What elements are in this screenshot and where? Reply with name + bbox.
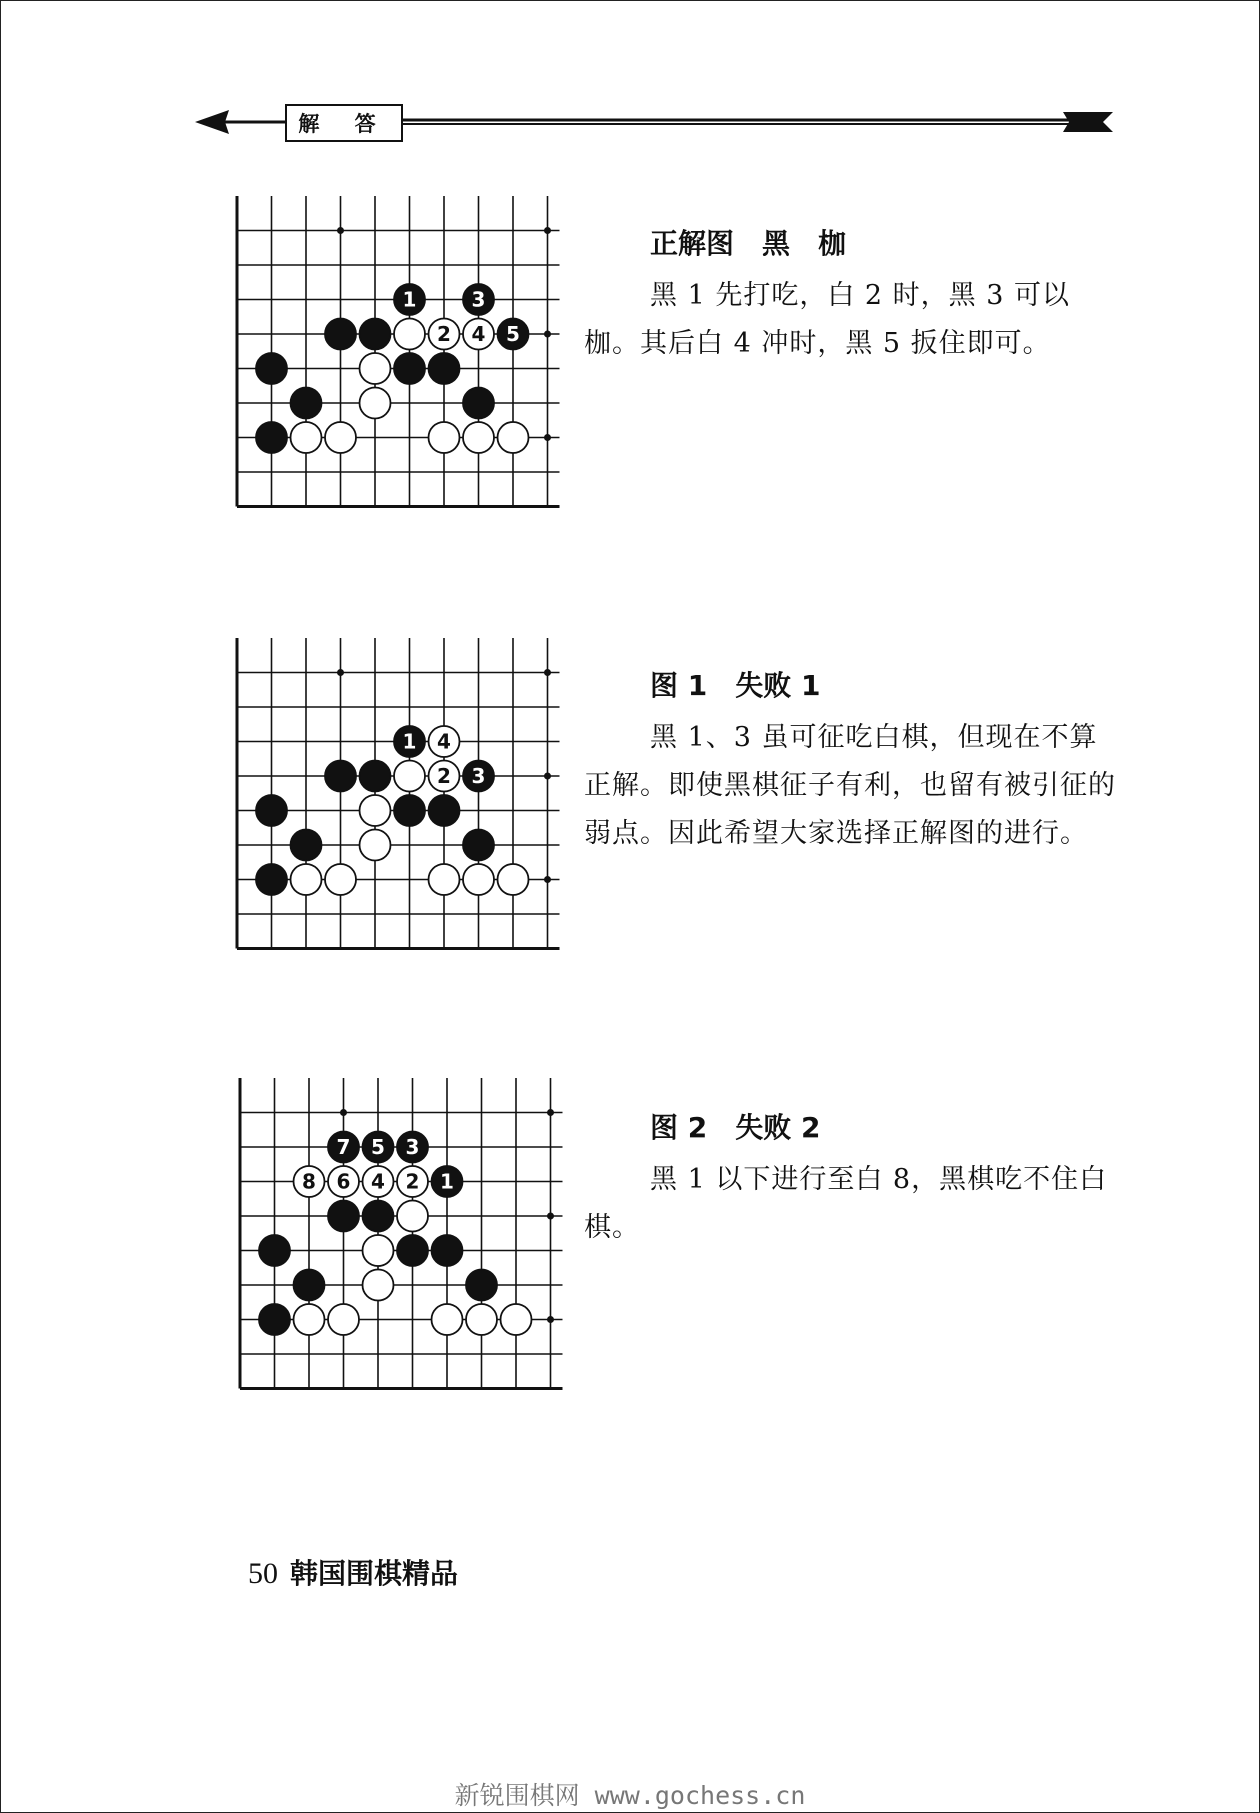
- caption-body: 黑 1、3 虽可征吃白棋，但现在不算正解。即使黑棋征子有利，也留有被引征的弱点。因此希望大家选择正解图的进行。: [584, 722, 1116, 849]
- move-number: 3: [405, 1135, 420, 1159]
- star-point: [340, 1109, 347, 1116]
- book-title: 韩国围棋精品: [290, 1557, 459, 1590]
- black-stone: [328, 1201, 359, 1232]
- caption-body: 黑 1 先打吃，白 2 时，黑 3 可以枷。其后白 4 冲时，黑 5 扳住即可。: [584, 280, 1071, 359]
- white-stone: [466, 1304, 497, 1335]
- go-board: [235, 636, 567, 972]
- white-stone: [294, 1304, 325, 1335]
- black-stone: [256, 422, 287, 453]
- white-stone: [363, 1270, 394, 1301]
- header-label: 解 答: [285, 104, 403, 142]
- white-stone: [429, 319, 460, 350]
- star-point: [547, 1213, 554, 1220]
- move-number: 2: [437, 322, 451, 346]
- go-board: [235, 194, 567, 530]
- black-stone: [397, 1235, 428, 1266]
- black-stone: [463, 388, 494, 419]
- black-stone: [432, 1235, 463, 1266]
- black-stone: [291, 830, 322, 861]
- move-number: 2: [405, 1169, 420, 1194]
- white-stone: [429, 726, 460, 757]
- white-stone: [360, 388, 391, 419]
- star-point: [544, 773, 551, 780]
- white-stone: [463, 864, 494, 895]
- black-stone: [466, 1270, 497, 1301]
- move-number: 4: [437, 729, 451, 754]
- star-point: [544, 331, 551, 338]
- black-stone: [360, 761, 391, 792]
- white-stone: [498, 864, 529, 895]
- black-stone: [363, 1132, 394, 1163]
- white-stone: [463, 319, 494, 350]
- white-stone: [360, 830, 391, 861]
- black-stone: [432, 1166, 463, 1197]
- black-stone: [360, 319, 391, 350]
- white-stone: [294, 1166, 325, 1197]
- watermark: 新锐围棋网 www.gochess.cn: [454, 1781, 806, 1810]
- move-number: 4: [371, 1169, 385, 1194]
- white-stone: [432, 1304, 463, 1335]
- white-stone: [363, 1166, 394, 1197]
- black-stone: [259, 1304, 290, 1335]
- star-point: [337, 227, 344, 234]
- star-point: [544, 227, 551, 234]
- black-stone: [498, 319, 529, 350]
- caption-title: 图 1 失败 1: [650, 669, 821, 702]
- caption-body: 黑 1 以下进行至白 8，黑棋吃不住白棋。: [584, 1164, 1108, 1243]
- white-stone: [360, 353, 391, 384]
- black-stone: [325, 319, 356, 350]
- go-diagram-fig1: [235, 636, 567, 972]
- black-stone: [397, 1132, 428, 1163]
- black-stone: [325, 761, 356, 792]
- caption-correct: [584, 222, 1124, 368]
- star-point: [337, 669, 344, 676]
- black-stone: [394, 353, 425, 384]
- black-stone: [463, 284, 494, 315]
- black-stone: [394, 795, 425, 826]
- move-number: 2: [437, 764, 451, 788]
- white-stone: [394, 761, 425, 792]
- white-stone: [328, 1304, 359, 1335]
- black-stone: [463, 830, 494, 861]
- move-number: 1: [402, 729, 417, 754]
- white-stone: [501, 1304, 532, 1335]
- black-stone: [256, 864, 287, 895]
- star-point: [547, 1316, 554, 1323]
- move-number: 1: [440, 1169, 454, 1194]
- star-point: [544, 434, 551, 441]
- caption-fig1: [584, 664, 1124, 858]
- section-header: [195, 100, 1115, 144]
- white-stone: [363, 1235, 394, 1266]
- black-stone: [363, 1201, 394, 1232]
- move-number: 6: [336, 1169, 351, 1194]
- move-number: 3: [471, 287, 486, 312]
- move-number: 3: [471, 764, 486, 788]
- go-board: [238, 1076, 570, 1412]
- page-footer: [248, 1552, 458, 1592]
- white-stone: [397, 1166, 428, 1197]
- go-diagram-fig2: [238, 1076, 570, 1412]
- black-stone: [429, 795, 460, 826]
- move-number: 1: [402, 287, 417, 312]
- black-stone: [328, 1132, 359, 1163]
- page-number: 50: [248, 1557, 278, 1590]
- white-stone: [291, 864, 322, 895]
- black-stone: [429, 353, 460, 384]
- star-point: [544, 669, 551, 676]
- go-diagram-correct: [235, 194, 567, 530]
- black-stone: [291, 388, 322, 419]
- move-number: 4: [471, 322, 486, 346]
- black-stone: [259, 1235, 290, 1266]
- black-stone: [256, 353, 287, 384]
- white-stone: [325, 864, 356, 895]
- move-number: 7: [336, 1135, 351, 1159]
- black-stone: [256, 795, 287, 826]
- white-stone: [463, 422, 494, 453]
- move-number: 5: [371, 1135, 385, 1159]
- white-stone: [498, 422, 529, 453]
- white-stone: [325, 422, 356, 453]
- move-number: 8: [302, 1169, 316, 1194]
- caption-title: 图 2 失败 2: [650, 1111, 821, 1144]
- black-stone: [394, 726, 425, 757]
- white-stone: [328, 1166, 359, 1197]
- caption-fig2: [584, 1106, 1124, 1252]
- black-stone: [294, 1270, 325, 1301]
- white-stone: [397, 1201, 428, 1232]
- white-stone: [429, 864, 460, 895]
- white-stone: [394, 319, 425, 350]
- star-point: [547, 1109, 554, 1116]
- move-number: 5: [506, 322, 520, 346]
- star-point: [544, 876, 551, 883]
- white-stone: [429, 422, 460, 453]
- caption-title: 正解图 黑 枷: [650, 227, 847, 260]
- black-stone: [463, 761, 494, 792]
- white-stone: [291, 422, 322, 453]
- black-stone: [394, 284, 425, 315]
- white-stone: [429, 761, 460, 792]
- white-stone: [360, 795, 391, 826]
